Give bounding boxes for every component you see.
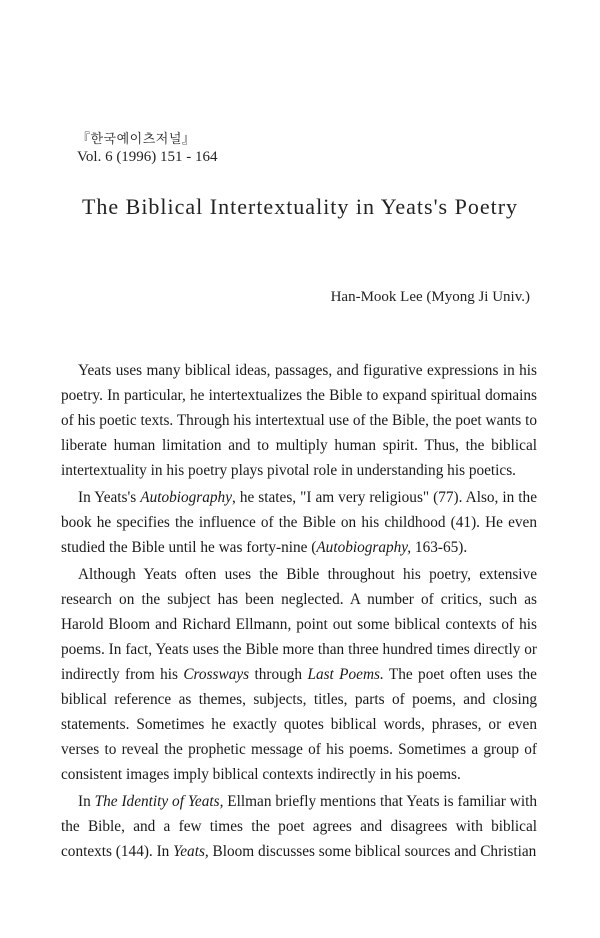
paragraph-2-text: , he states, "I am very religious" (77). Also, in the book he specifies the influence of the Bible on his childhood (41). He even studied the Bible until he was forty-nine ( bbox=[61, 489, 537, 556]
paragraph-1: Yeats uses many biblical ideas, passages, and figurative expressions in his poetry. In particular, he intertextualizes the Bible to expand spiritual domains of his poetic texts. Through his intertextual use of the Bible, the poet wants to liberate human limitation and to multiply human spirit. Thus, the biblical intertextuality in his poetry plays pivotal role in understanding his poetics. bbox=[61, 362, 537, 479]
paragraph-4-italic: The Identity of Yeats, bbox=[94, 793, 224, 810]
journal-volume: Vol. 6 (1996) 151 - 164 bbox=[77, 149, 218, 165]
paragraph-2-text: In Yeats's bbox=[78, 489, 141, 506]
paragraph-4-text: Ellman briefly mentions that Yeats is familiar with the Bible, and a few times the poet agrees and disagrees with biblical contexts (144). In bbox=[61, 793, 537, 860]
paragraph-4-italic: Yeats, bbox=[173, 843, 209, 860]
paragraph-3-text: through bbox=[249, 666, 308, 683]
paragraph-2-italic: Autobiography bbox=[140, 489, 232, 506]
paragraph-3 bbox=[61, 562, 537, 787]
paragraph-3-text: Although Yeats often uses the Bible throughout his poetry, extensive research on the subject has been neglected. A number of critics, such as Harold Bloom and Richard Ellmann, point out some biblical contexts of his poems. In fact, Yeats uses the Bible more than three hundred times directly or indirectly from his bbox=[61, 566, 537, 683]
paragraph-3-italic: Crossways bbox=[183, 666, 250, 683]
journal-name: 『한국예이츠저널』 bbox=[77, 132, 196, 147]
author-affiliation: Han-Mook Lee (Myong Ji Univ.) bbox=[330, 289, 530, 305]
paper-title: The Biblical Intertextuality in Yeats's Poetry bbox=[81, 194, 519, 219]
paragraph-3-text: The poet often uses the biblical reference as themes, subjects, titles, parts of poems, and closing statements. Sometimes he exactly quotes biblical words, phrases, or even verses to reveal the prophetic message of his poems. Sometimes a group of consistent images imply biblical contexts indirectly in his poems. bbox=[61, 666, 537, 783]
paragraph-2-text: 163-65). bbox=[411, 539, 468, 556]
paragraph-4 bbox=[61, 789, 537, 864]
paper-body bbox=[61, 358, 537, 866]
paragraph-4-text: In bbox=[78, 793, 95, 810]
paragraph-3-italic: Last Poems. bbox=[307, 666, 384, 683]
paragraph-2 bbox=[61, 485, 537, 560]
paragraph-2-italic: Autobiography, bbox=[316, 539, 412, 556]
paragraph-4-text: Bloom discusses some biblical sources and Christian bbox=[208, 843, 537, 860]
